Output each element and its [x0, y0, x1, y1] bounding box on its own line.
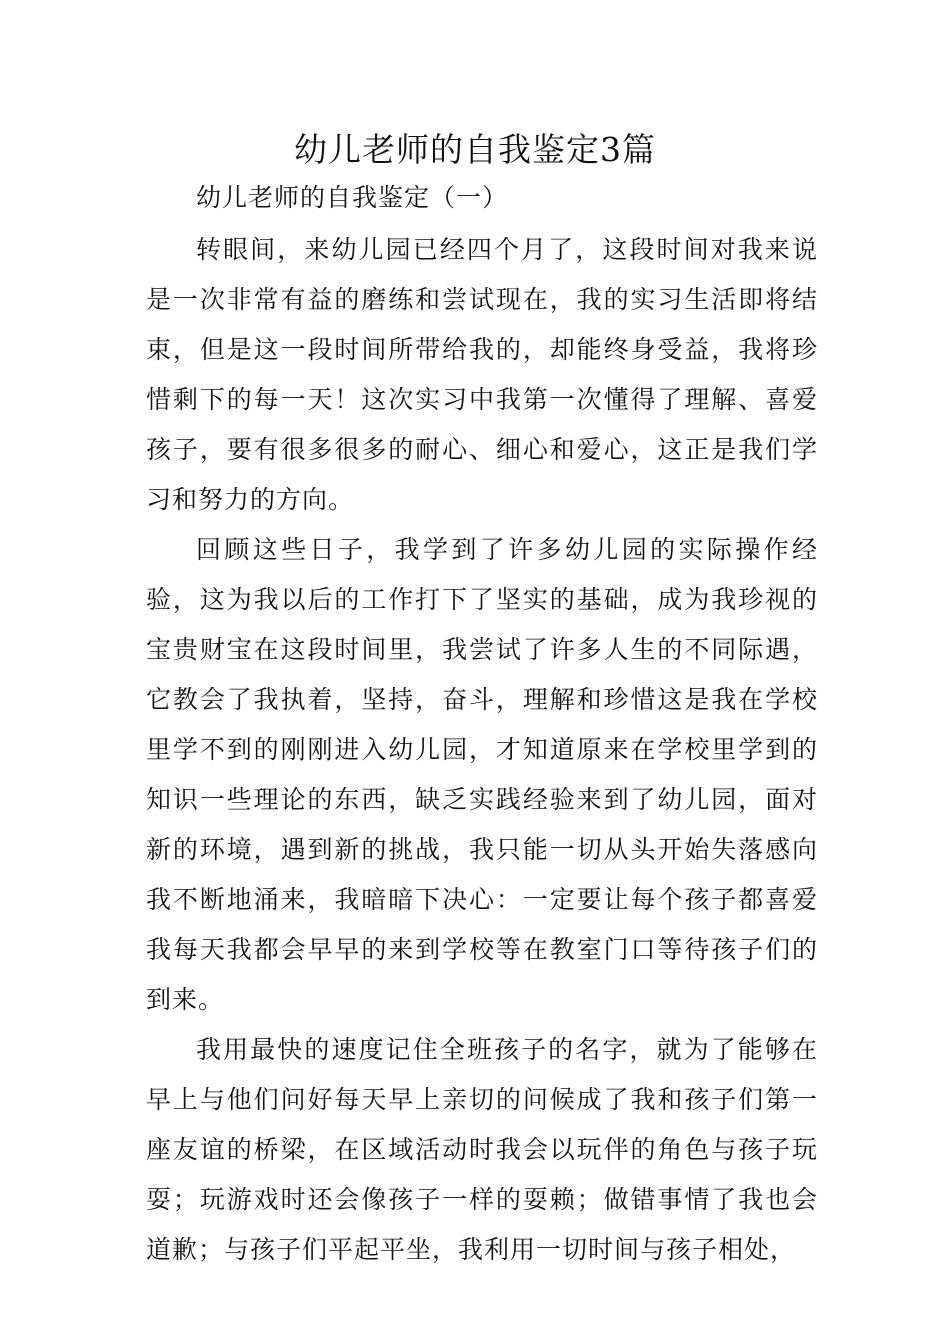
- paragraph-2: 回顾这些日子，我学到了许多幼儿园的实际操作经验，这为我以后的工作打下了坚实的基础，成为我珍视的宝贵财宝在这段时间里，我尝试了许多人生的不同际遇，它教会了我执着，坚持，奋斗，理解和珍惜这是我在学校里学不到的刚刚进入幼儿园，才知道原来在学校里学到的知识一些理论的东西，缺乏实践经验来到了幼儿园，面对新的环境，遇到新的挑战，我只能一切从头开始失落感向我不断地涌来，我暗暗下决心：一定要让每个孩子都喜爱我每天我都会早早的来到学校等在教室门口等待孩子们的到来。: [146, 535, 818, 1014]
- document-title: 幼儿老师的自我鉴定3篇: [294, 130, 656, 169]
- section-heading: 幼儿老师的自我鉴定（一）: [196, 183, 509, 212]
- document-body: [146, 225, 818, 1275]
- paragraph-3: 我用最快的速度记住全班孩子的名字，就为了能够在早上与他们问好每天早上亲切的问候成了我和孩子们第一座友谊的桥梁，在区域活动时我会以玩伴的角色与孩子玩耍；玩游戏时还会像孩子一样的耍赖；做错事情了我也会道歉；与孩子们平起平坐，我利用一切时间与孩子相处，: [146, 1035, 818, 1264]
- paragraph-1: 转眼间，来幼儿园已经四个月了，这段时间对我来说是一次非常有益的磨练和尝试现在，我的实习生活即将结束，但是这一段时间所带给我的，却能终身受益，我将珍惜剩下的每一天！这次实习中我第一次懂得了理解、喜爱孩子，要有很多很多的耐心、细心和爱心，这正是我们学习和努力的方向。: [146, 235, 818, 514]
